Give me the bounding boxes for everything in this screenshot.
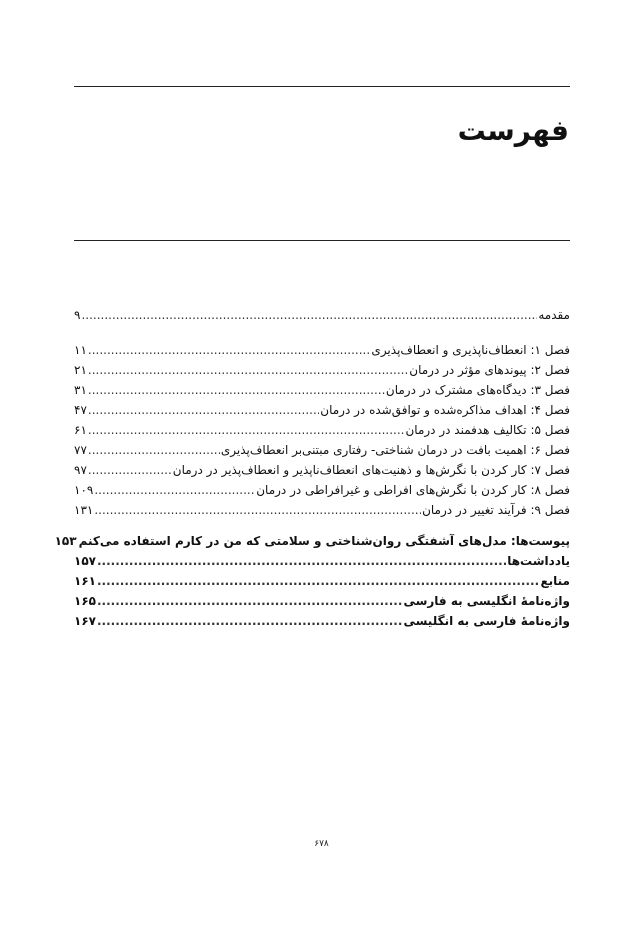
spacer xyxy=(74,325,570,340)
toc-entry-page: ۱۵۳ xyxy=(54,534,77,548)
toc-entry-label: مقدمه xyxy=(538,308,570,322)
toc-entry-label: فصل ۷: کار کردن با نگرش‌ها و ذهنیت‌های انعطاف‌ناپذیر و انعطاف‌پذیر در درمان xyxy=(172,463,570,477)
toc-entry-chapter-3[interactable] xyxy=(74,380,570,400)
toc-entry-page: ۴۷ xyxy=(74,403,87,417)
toc-entry-chapter-8[interactable] xyxy=(74,480,570,500)
toc-entry-page: ۱۶۵ xyxy=(74,594,96,608)
dot-leader xyxy=(88,400,319,420)
toc-entry-label: فصل ۴: اهداف مذاکره‌شده و توافق‌شده در درمان xyxy=(320,403,570,417)
toc-entry-page: ۱۶۷ xyxy=(74,614,96,628)
toc-entry-chapter-4[interactable] xyxy=(74,400,570,420)
toc-entry-label: یادداشت‌ها xyxy=(507,554,570,568)
toc-entry-label: واژه‌نامهٔ انگلیسی به فارسی xyxy=(403,594,570,608)
top-rule xyxy=(74,86,570,87)
toc-entry-page: ۱۳۱ xyxy=(74,503,94,517)
toc-entry-page: ۶۱ xyxy=(74,423,87,437)
dot-leader xyxy=(88,460,172,480)
page-title: فهرست xyxy=(457,113,569,147)
dot-leader xyxy=(81,305,537,325)
dot-leader xyxy=(97,551,506,571)
toc-entry-glossary-fa-en[interactable] xyxy=(74,611,570,631)
toc-entry-appendices[interactable] xyxy=(54,531,570,551)
toc-entry-references[interactable] xyxy=(74,571,570,591)
toc-entry-page: ۳۱ xyxy=(74,383,87,397)
toc-entry-page: ۱۰۹ xyxy=(74,483,94,497)
toc-entry-label: فصل ۲: پیوندهای مؤثر در درمان xyxy=(409,363,570,377)
toc-entry-label: منابع xyxy=(540,574,570,588)
spacer xyxy=(74,520,570,531)
toc-entry-chapter-7[interactable] xyxy=(74,460,570,480)
page-folio: ۶۷۸ xyxy=(314,839,329,849)
bottom-rule xyxy=(74,240,570,241)
toc-entry-intro[interactable] xyxy=(74,305,570,325)
toc-entry-chapter-1[interactable] xyxy=(74,340,570,360)
dot-leader xyxy=(88,360,408,380)
toc-entry-chapter-6[interactable] xyxy=(74,440,570,460)
table-of-contents xyxy=(54,305,570,631)
dot-leader xyxy=(97,611,402,631)
toc-entry-page: ۷۷ xyxy=(74,443,87,457)
toc-entry-chapter-5[interactable] xyxy=(74,420,570,440)
toc-entry-page: ۲۱ xyxy=(74,363,87,377)
dot-leader xyxy=(94,480,255,500)
toc-entry-glossary-en-fa[interactable] xyxy=(74,591,570,611)
toc-entry-chapter-2[interactable] xyxy=(74,360,570,380)
dot-leader xyxy=(88,380,385,400)
toc-entry-label: فصل ۶: اهمیت بافت در درمان شناختی- رفتاری مبتنی‌بر انعطاف‌پذیری xyxy=(220,443,570,457)
toc-entry-page: ۱۵۷ xyxy=(74,554,96,568)
toc-entry-label: واژه‌نامهٔ فارسی به انگلیسی xyxy=(403,614,570,628)
toc-entry-notes[interactable] xyxy=(74,551,570,571)
toc-entry-label: فصل ۹: فرآیند تغییر در درمان xyxy=(422,503,570,517)
toc-entry-label: پیوست‌ها: مدل‌های آشفتگی روان‌شناختی و سلامتی که من در کارم استفاده می‌کنم xyxy=(78,534,570,548)
toc-entry-page: ۱۱ xyxy=(74,343,87,357)
dot-leader xyxy=(88,340,371,360)
toc-entry-page: ۱۶۱ xyxy=(74,574,96,588)
toc-entry-label: فصل ۸: کار کردن با نگرش‌های افراطی و غیرافراطی در درمان xyxy=(256,483,570,497)
toc-entry-label: فصل ۱: انعطاف‌ناپذیری و انعطاف‌پذیری xyxy=(371,343,570,357)
toc-entry-page: ۹ xyxy=(74,308,81,322)
dot-leader xyxy=(94,500,421,520)
toc-entry-chapter-9[interactable] xyxy=(74,500,570,520)
dot-leader xyxy=(88,420,405,440)
dot-leader xyxy=(97,571,539,591)
toc-entry-label: فصل ۵: تکالیف هدفمند در درمان xyxy=(405,423,570,437)
dot-leader xyxy=(88,440,220,460)
toc-entry-label: فصل ۳: دیدگاه‌های مشترک در درمان xyxy=(385,383,570,397)
toc-entry-page: ۹۷ xyxy=(74,463,87,477)
dot-leader xyxy=(97,591,402,611)
